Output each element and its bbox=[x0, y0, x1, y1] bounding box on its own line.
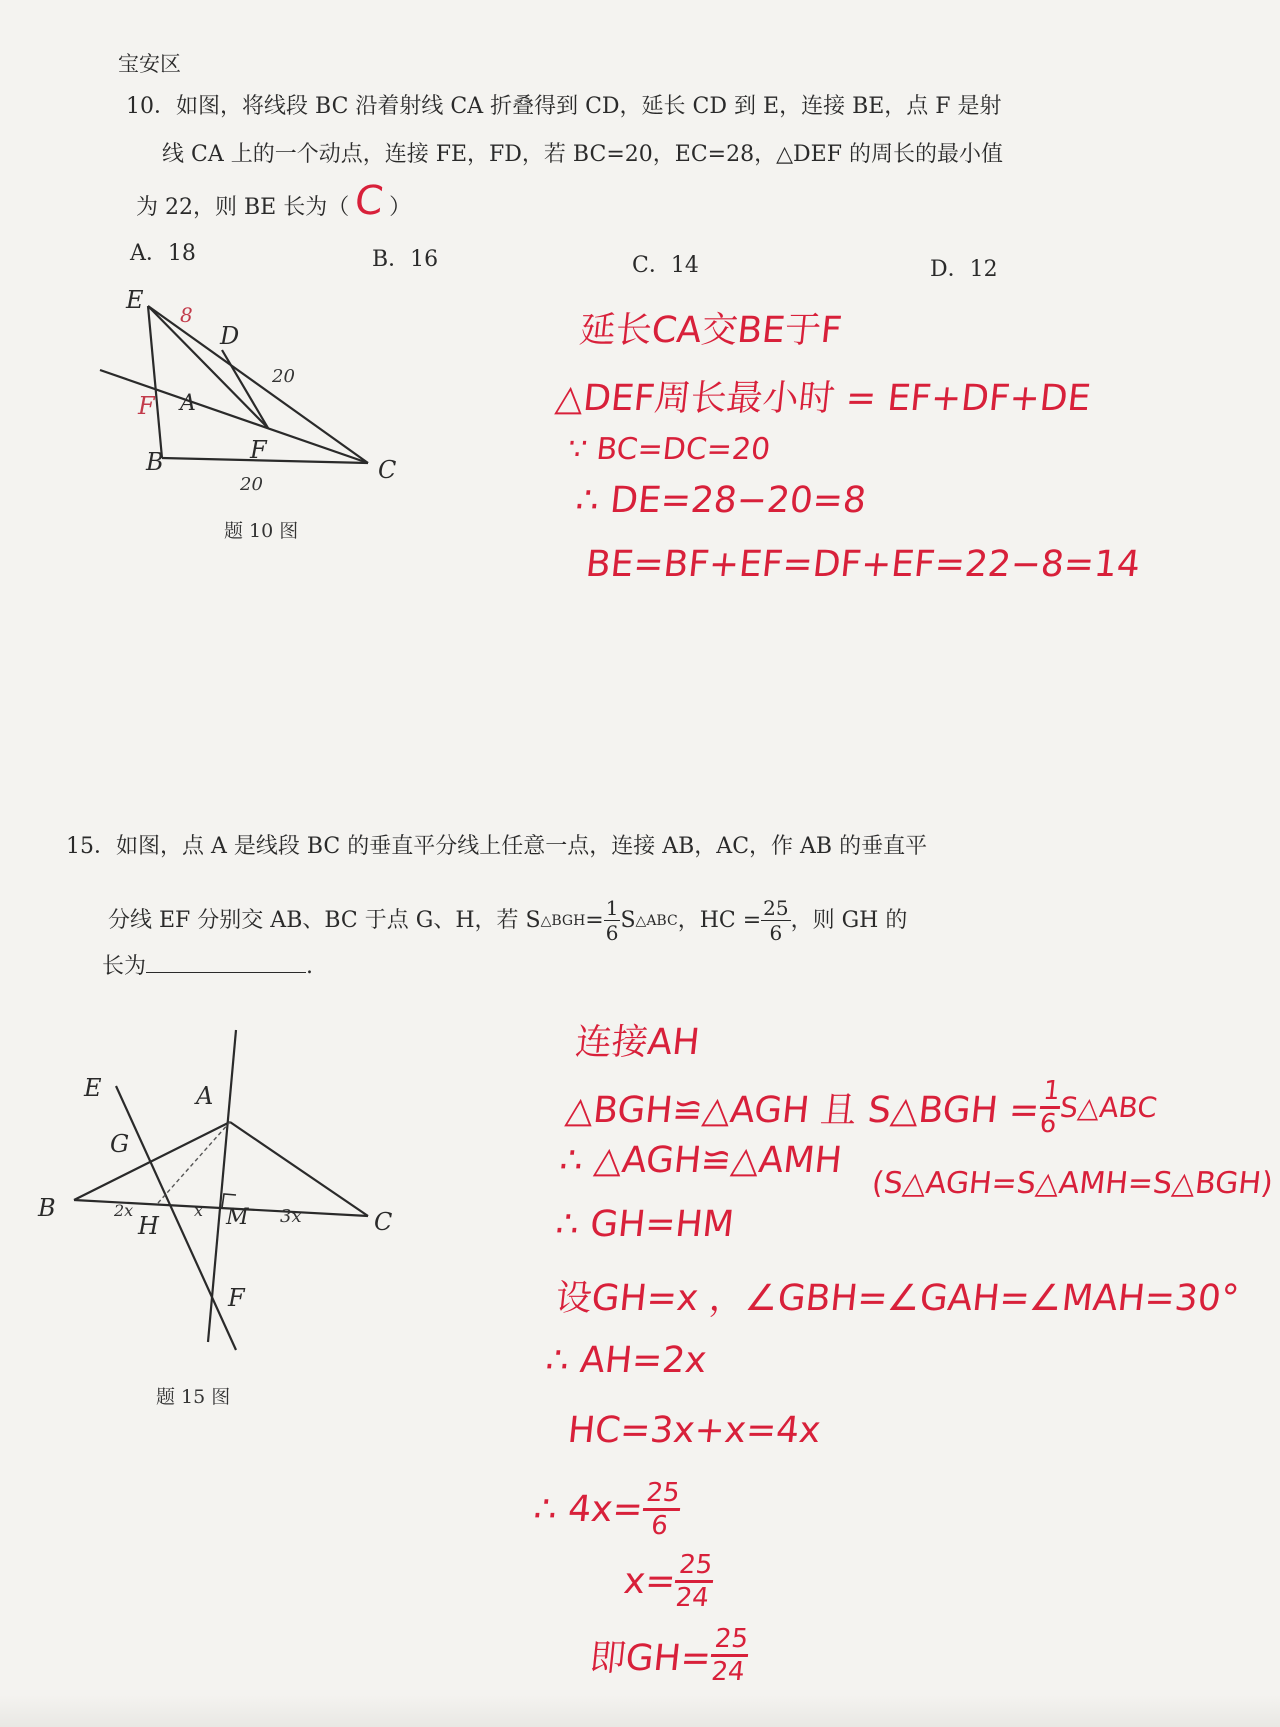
q15-sol2-den: 6 bbox=[1038, 1109, 1058, 1139]
q15-line1: 15．如图，点 A 是线段 BC 的垂直平分线上任意一点，连接 AB，AC，作 AB 的垂直平 bbox=[66, 834, 928, 859]
q15-solution-8-frac bbox=[640, 1480, 683, 1539]
q10-line-ef bbox=[148, 306, 268, 428]
q10-solution-1: 延长CA交BE于F bbox=[577, 310, 844, 351]
q15-label-m: M bbox=[226, 1205, 249, 1230]
q15-solution-8 bbox=[531, 1480, 683, 1539]
q10-label-b: B bbox=[146, 448, 164, 476]
q15-frac2-den: 6 bbox=[769, 921, 783, 945]
q15-s-letter: S bbox=[620, 907, 636, 933]
q15-answer-blank bbox=[146, 952, 306, 973]
q15-label-b: B bbox=[38, 1194, 56, 1222]
q15-solution-10-frac bbox=[708, 1626, 751, 1685]
region-label: 宝安区 bbox=[118, 52, 181, 76]
q15-hand-x: x bbox=[194, 1201, 204, 1220]
page-bottom-edge bbox=[0, 1695, 1280, 1727]
q15-line-ac bbox=[230, 1122, 368, 1216]
q10-line1: 10．如图，将线段 BC 沿着射线 CA 折叠得到 CD，延长 CD 到 E，连接 BE，点 F 是射 bbox=[126, 94, 1002, 119]
q15-line3-text: 长为 bbox=[102, 954, 147, 979]
q15-solution-3: ∴ △AGH≌△AMH bbox=[557, 1140, 844, 1181]
q10-option-d: D．12 bbox=[930, 257, 998, 282]
q15-figure bbox=[30, 1020, 420, 1360]
q15-solution-5: 设GH=x ，∠GBH=∠GAH=∠MAH=30° bbox=[553, 1278, 1241, 1319]
q10-hand-20-bc: 20 bbox=[240, 474, 263, 495]
q10-label-d: D bbox=[220, 322, 240, 350]
q15-line-ah-dashed bbox=[158, 1122, 230, 1203]
q15-solution-10 bbox=[587, 1626, 751, 1685]
q15-solution-1: 连接AH bbox=[573, 1022, 702, 1063]
q15-frac2-num: 25 bbox=[763, 896, 789, 920]
q10-hand-f: F bbox=[138, 392, 155, 420]
q10-option-a: A．18 bbox=[130, 241, 196, 266]
q15-hand-3x: 3x bbox=[280, 1206, 302, 1227]
q10-caption: 题 10 图 bbox=[224, 520, 299, 542]
q15-solution-10-text: 即GH= bbox=[587, 1638, 713, 1679]
q15-line2-c: ，则 GH 的 bbox=[790, 907, 908, 933]
q10-answer: C bbox=[352, 178, 386, 224]
q10-line2: 线 CA 上的一个动点，连接 FE，FD，若 BC=20，EC=28，△DEF 的周长的最小值 bbox=[162, 142, 1003, 167]
q15-line2-a: 分线 EF 分别交 AB、BC 于点 G、H，若 S bbox=[108, 907, 541, 933]
q15-solution-9 bbox=[621, 1552, 716, 1611]
q15-frac1-num: 1 bbox=[605, 896, 619, 920]
q15-sub-abc: △ABC bbox=[635, 912, 678, 929]
q15-sub-bgh: △BGH bbox=[540, 912, 586, 929]
q15-frac-1-6 bbox=[604, 898, 621, 943]
q15-sol9-den: 24 bbox=[674, 1583, 711, 1613]
q10-line-eb bbox=[148, 306, 162, 458]
q10-label-f: F bbox=[250, 436, 267, 464]
q15-label-e: E bbox=[84, 1074, 102, 1102]
q15-sol8-den: 6 bbox=[649, 1511, 670, 1541]
q10-label-c: C bbox=[378, 456, 397, 484]
q15-solution-4: ∴ GH=HM bbox=[553, 1204, 736, 1245]
q10-solution-5: BE=BF+EF=DF+EF=22−8=14 bbox=[583, 544, 1143, 585]
q10-line3-suffix: ） bbox=[389, 195, 412, 220]
q15-line-ef bbox=[116, 1086, 236, 1350]
q15-solution-9-text: x= bbox=[621, 1561, 678, 1602]
q15-line-ab bbox=[74, 1122, 230, 1200]
q10-option-c: C．14 bbox=[632, 253, 699, 278]
q10-solution-3: ∵ BC=DC=20 bbox=[566, 432, 772, 467]
q10-option-b: B．16 bbox=[372, 247, 439, 272]
q15-sol9-num: 25 bbox=[675, 1552, 715, 1583]
q15-sol10-den: 24 bbox=[709, 1657, 747, 1687]
q15-label-g: G bbox=[110, 1130, 130, 1158]
q10-label-e: E bbox=[126, 286, 144, 314]
q15-sol8-num: 25 bbox=[643, 1480, 683, 1511]
q15-sol2-num: 1 bbox=[1039, 1078, 1063, 1109]
q15-line3 bbox=[102, 950, 313, 984]
q15-solution-8-text: ∴ 4x= bbox=[531, 1489, 645, 1530]
q15-eq: = bbox=[585, 907, 604, 933]
q15-solution-7: HC=3x+x=4x bbox=[565, 1410, 823, 1451]
q10-line3-prefix: 为 22，则 BE 长为（ bbox=[136, 195, 350, 220]
q15-solution-9-frac bbox=[672, 1552, 715, 1611]
q15-solution-6: ∴ AH=2x bbox=[543, 1340, 709, 1381]
q15-line2-b: ，HC = bbox=[677, 907, 762, 933]
q15-line3-end: . bbox=[306, 954, 314, 979]
q10-line3 bbox=[136, 178, 412, 225]
q15-label-h: H bbox=[138, 1212, 159, 1240]
q15-solution-3-paren: (S△AGH=S△AMH=S△BGH) bbox=[870, 1166, 1275, 1201]
q15-frac-25-6 bbox=[761, 898, 790, 943]
q15-solution-2-text: △BGH≌△AGH 且 S△BGH = bbox=[563, 1090, 1042, 1131]
q15-line2 bbox=[108, 898, 907, 943]
q15-solution-2-tail: S△ABC bbox=[1058, 1091, 1159, 1124]
q15-label-a: A bbox=[196, 1082, 214, 1110]
q15-sol10-num: 25 bbox=[711, 1626, 751, 1657]
q10-hand-20-dc: 20 bbox=[272, 366, 295, 387]
q15-solution-2 bbox=[563, 1078, 1160, 1137]
q15-label-f: F bbox=[228, 1284, 245, 1312]
q10-figure bbox=[80, 280, 440, 510]
q10-hand-8: 8 bbox=[180, 303, 193, 327]
q10-solution-4: ∴ DE=28−20=8 bbox=[573, 480, 868, 521]
q10-solution-2: △DEF周长最小时 = EF+DF+DE bbox=[553, 378, 1093, 419]
q15-hand-2x: 2x bbox=[114, 1201, 134, 1220]
q15-caption: 题 15 图 bbox=[156, 1386, 231, 1408]
q15-label-c: C bbox=[374, 1208, 393, 1236]
q15-frac1-den: 6 bbox=[605, 921, 619, 945]
q10-label-a: A bbox=[180, 391, 196, 416]
